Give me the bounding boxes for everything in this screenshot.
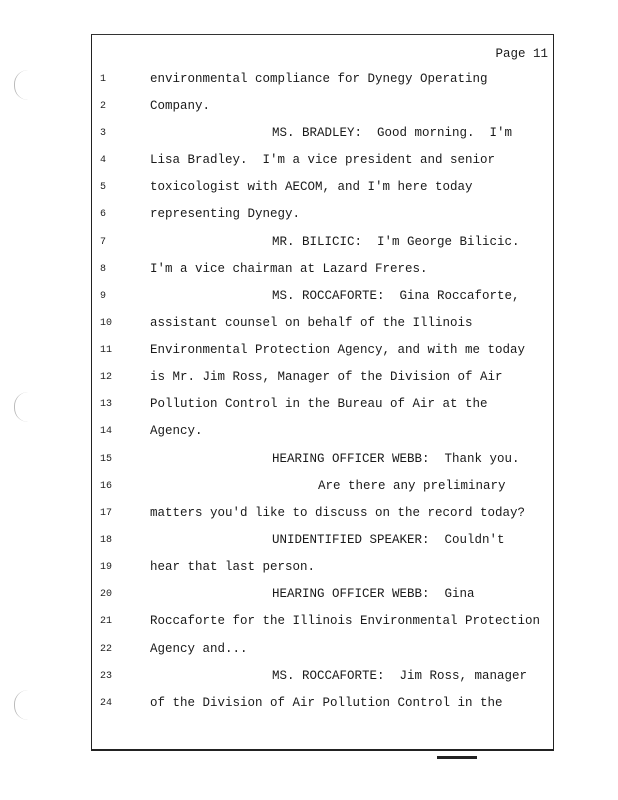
line-number: 20: [100, 589, 113, 600]
line-number: 5: [100, 182, 107, 193]
speaker-line: MS. ROCCAFORTE: Gina Roccaforte,: [272, 289, 520, 303]
page-frame-bottom: [91, 749, 554, 751]
transcript-line: representing Dynegy.: [150, 207, 301, 221]
line-number: 17: [100, 508, 113, 519]
binder-hole-mark: [14, 392, 29, 422]
speaker-line: HEARING OFFICER WEBB: Thank you.: [272, 452, 520, 466]
speaker-line: MR. BILICIC: I'm George Bilicic.: [272, 235, 520, 249]
line-number: 18: [100, 535, 113, 546]
line-number: 21: [100, 616, 113, 627]
line-number: 23: [100, 671, 113, 682]
line-number: 9: [100, 291, 107, 302]
transcript-line: toxicologist with AECOM, and I'm here today: [150, 180, 473, 194]
speaker-line: UNIDENTIFIED SPEAKER: Couldn't: [272, 533, 505, 547]
transcript-line: Roccaforte for the Illinois Environmental Protection: [150, 614, 541, 628]
line-number: 11: [100, 345, 113, 356]
transcript-line: Company.: [150, 99, 211, 113]
transcript-line: Lisa Bradley. I'm a vice president and senior: [150, 153, 496, 167]
line-number: 8: [100, 264, 107, 275]
line-number: 6: [100, 209, 107, 220]
line-number: 15: [100, 454, 113, 465]
line-number: 22: [100, 644, 113, 655]
line-number: 16: [100, 481, 113, 492]
transcript-line: I'm a vice chairman at Lazard Freres.: [150, 262, 428, 276]
line-number: 10: [100, 318, 113, 329]
transcript-line: Environmental Protection Agency, and with me today: [150, 343, 526, 357]
speaker-line: HEARING OFFICER WEBB: Gina: [272, 587, 475, 601]
line-number: 19: [100, 562, 113, 573]
binder-hole-mark: [14, 690, 29, 720]
transcript-line: Agency.: [150, 424, 203, 438]
footer-bar: [437, 756, 477, 759]
binder-hole-mark: [14, 70, 29, 100]
line-number: 1: [100, 74, 107, 85]
line-number: 12: [100, 372, 113, 383]
transcript-line: Are there any preliminary: [318, 479, 506, 493]
line-number: 4: [100, 155, 107, 166]
page-number: Page 11: [495, 47, 548, 61]
transcript-line: Pollution Control in the Bureau of Air at the: [150, 397, 488, 411]
transcript-line: Agency and...: [150, 642, 248, 656]
line-number: 14: [100, 426, 113, 437]
transcript-line: matters you'd like to discuss on the record today?: [150, 506, 526, 520]
transcript-line: assistant counsel on behalf of the Illinois: [150, 316, 473, 330]
speaker-line: MS. BRADLEY: Good morning. I'm: [272, 126, 513, 140]
line-number: 13: [100, 399, 113, 410]
speaker-line: MS. ROCCAFORTE: Jim Ross, manager: [272, 669, 528, 683]
line-number: 7: [100, 237, 107, 248]
line-number: 2: [100, 101, 107, 112]
transcript-line: is Mr. Jim Ross, Manager of the Division of Air: [150, 370, 503, 384]
line-number: 3: [100, 128, 107, 139]
transcript-line: hear that last person.: [150, 560, 316, 574]
line-number: 24: [100, 698, 113, 709]
transcript-line: of the Division of Air Pollution Control in the: [150, 696, 503, 710]
transcript-line: environmental compliance for Dynegy Operating: [150, 72, 488, 86]
